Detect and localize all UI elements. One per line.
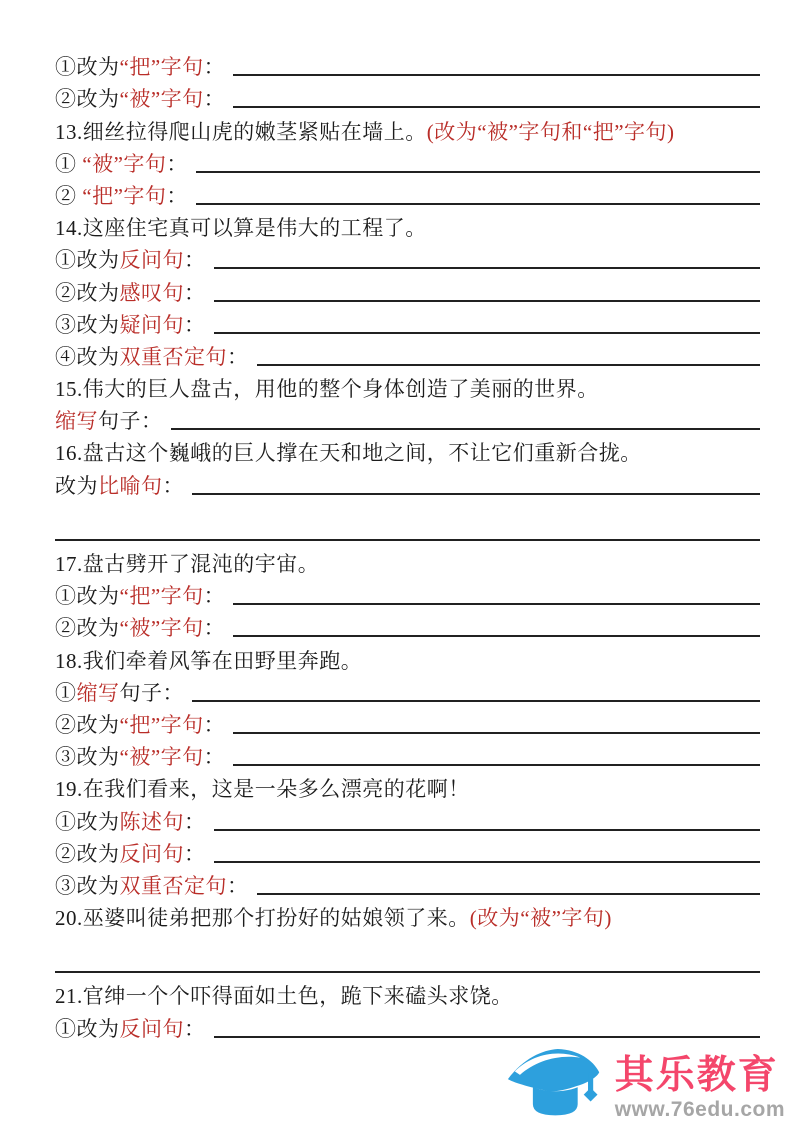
worksheet-row [55, 340, 760, 372]
answer-line [55, 539, 760, 541]
worksheet-row [55, 901, 760, 933]
highlight-text: 陈述句 [119, 809, 184, 834]
highlight-text: “被”字句 [119, 616, 204, 641]
answer-line [233, 732, 760, 734]
worksheet-row [55, 147, 760, 179]
highlight-text: 反问句 [119, 248, 184, 273]
label-text: ②改为 [55, 841, 120, 866]
worksheet-page [55, 50, 760, 1044]
highlight-text: 反问句 [119, 1016, 184, 1041]
label-text: ： [203, 55, 226, 80]
label-text: ①改为 [55, 809, 120, 834]
highlight-text: 疑问句 [119, 312, 184, 337]
row-label [55, 712, 226, 740]
worksheet-row [55, 50, 760, 82]
label-text: ： [203, 584, 226, 609]
answer-line [233, 603, 760, 605]
highlight-text: 比喻句 [98, 473, 163, 498]
label-text: 19.在我们看来，这是一朵多么漂亮的花啊！ [55, 777, 470, 802]
highlight-text: (改为“被”字句和“把”字句) [426, 119, 675, 144]
worksheet-row [55, 947, 760, 979]
highlight-text: “被”字句 [119, 87, 204, 112]
worksheet-row [55, 772, 760, 804]
label-text: ： [184, 841, 206, 866]
highlight-text: “把”字句 [119, 55, 204, 80]
row-label [55, 554, 319, 579]
answer-line [257, 893, 761, 895]
label-text: 17.盘古劈开了混沌的宇宙。 [55, 552, 320, 576]
highlight-text: “被”字句 [119, 745, 204, 770]
label-text: ： [203, 745, 226, 770]
worksheet-row [55, 804, 760, 836]
row-label [55, 151, 188, 179]
highlight-text: 缩写 [76, 680, 120, 705]
answer-line [233, 106, 760, 108]
label-text: 18.我们牵着风筝在田野里奔跑。 [55, 648, 363, 673]
row-label [55, 873, 249, 901]
answer-line [214, 861, 761, 863]
worksheet-rows [55, 50, 760, 1044]
label-text: ： [184, 280, 206, 305]
row-label [55, 473, 184, 501]
row-label [55, 586, 225, 611]
worksheet-row [55, 708, 760, 740]
label-text: 句子： [119, 680, 184, 705]
worksheet-row [55, 308, 760, 340]
row-label [55, 809, 206, 837]
row-label [55, 119, 675, 147]
row-label [55, 89, 225, 114]
row-label [55, 779, 470, 804]
highlight-text: 双重否定句 [119, 344, 227, 369]
label-text: 句子： [98, 409, 163, 434]
highlight-text: 缩写 [55, 409, 98, 434]
label-text: ②改为 [55, 87, 120, 112]
label-text: ③改为 [55, 745, 120, 770]
label-text: ①改为 [55, 55, 120, 80]
row-label [55, 218, 427, 243]
row-label [55, 183, 188, 211]
label-text: ③改为 [55, 873, 120, 898]
worksheet-row [55, 869, 760, 901]
answer-line [233, 635, 760, 637]
label-text: ： [184, 809, 206, 834]
worksheet-row [55, 275, 760, 307]
label-text: ①改为 [55, 248, 120, 273]
worksheet-row [55, 468, 760, 500]
worksheet-row [55, 82, 760, 114]
row-label [55, 411, 163, 436]
label-text: ： [184, 312, 206, 337]
worksheet-row [55, 837, 760, 869]
highlight-text: “把”字句 [82, 183, 167, 208]
row-label [55, 841, 206, 869]
row-label [55, 312, 206, 340]
row-label [55, 986, 513, 1011]
label-text: ②改为 [55, 616, 120, 641]
highlight-text: “把”字句 [119, 712, 204, 737]
worksheet-row [55, 372, 760, 404]
answer-line [214, 300, 761, 302]
label-text: ： [162, 473, 184, 498]
label-text: ： [203, 616, 226, 641]
worksheet-row [55, 611, 760, 643]
worksheet-row [55, 243, 760, 275]
brand-name: 其乐教育 [614, 1054, 779, 1098]
label-text: ： [227, 344, 249, 369]
label-text: ①改为 [55, 1016, 120, 1041]
highlight-text: 反问句 [119, 841, 184, 866]
row-label [55, 443, 642, 468]
highlight-text: “把”字句 [119, 584, 204, 609]
row-label [55, 680, 184, 708]
label-text: ： [184, 1016, 206, 1041]
answer-line [233, 764, 760, 766]
label-text: ②改为 [55, 712, 120, 737]
worksheet-row [55, 740, 760, 772]
row-label [55, 648, 363, 676]
answer-line [233, 74, 760, 76]
answer-line [196, 171, 760, 173]
label-text: 15.伟大的巨人盘古，用他的整个身体创造了美丽的世界。 [55, 377, 599, 402]
label-text: 13.细丝拉得爬山虎的嫩茎紧贴在墙上。 [55, 119, 427, 144]
brand-logo [501, 1038, 785, 1122]
answer-line [55, 971, 760, 973]
worksheet-row [55, 643, 760, 675]
graduation-cap-icon [501, 1038, 613, 1122]
answer-line [192, 700, 760, 702]
label-text: 16.盘古这个巍峨的巨人撑在天和地之间，不让它们重新合拢。 [55, 441, 642, 466]
label-text: ②改为 [55, 280, 120, 305]
label-text: 20.巫婆叫徒弟把那个打扮好的姑娘领了来。 [55, 906, 470, 931]
label-text: ③改为 [55, 312, 120, 337]
row-label [55, 747, 225, 772]
label-text: ① [55, 151, 83, 176]
worksheet-row [55, 404, 760, 436]
highlight-text: 感叹句 [119, 280, 184, 305]
row-label [55, 618, 225, 643]
label-text: ① [55, 680, 77, 705]
label-text: ② [55, 183, 83, 208]
answer-line [214, 829, 761, 831]
label-text: 21.官绅一个个吓得面如土色，跪下来磕头求饶。 [55, 984, 513, 1009]
worksheet-row [55, 179, 760, 211]
brand-url: www.76edu.com [614, 1098, 785, 1121]
row-label [55, 57, 225, 82]
row-label [55, 908, 612, 933]
row-label [55, 1016, 206, 1044]
answer-line [171, 428, 761, 430]
worksheet-row [55, 676, 760, 708]
worksheet-row [55, 515, 760, 547]
highlight-text: “被”字句 [82, 151, 167, 176]
row-label [55, 250, 206, 275]
worksheet-row [55, 979, 760, 1011]
highlight-text: (改为“被”字句) [469, 906, 612, 931]
worksheet-row [55, 547, 760, 579]
label-text: ： [227, 873, 249, 898]
answer-line [192, 493, 760, 495]
label-text: 14.这座住宅真可以算是伟大的工程了。 [55, 216, 427, 241]
label-text: ： [166, 183, 188, 208]
answer-line [196, 203, 760, 205]
label-text: ： [184, 248, 206, 273]
worksheet-row [55, 114, 760, 146]
label-text: ④改为 [55, 344, 120, 369]
answer-line [214, 267, 761, 269]
label-text: ： [166, 151, 188, 176]
worksheet-row [55, 211, 760, 243]
row-label [55, 344, 249, 372]
label-text: ①改为 [55, 584, 120, 609]
row-label [55, 379, 599, 404]
worksheet-row [55, 579, 760, 611]
label-text: ： [203, 712, 226, 737]
worksheet-row [55, 436, 760, 468]
highlight-text: 双重否定句 [119, 873, 227, 898]
label-text: 改为 [55, 473, 98, 498]
answer-line [214, 332, 761, 334]
row-label [55, 280, 206, 308]
answer-line [257, 364, 761, 366]
label-text: ： [203, 87, 226, 112]
logo-text-block [615, 1055, 785, 1122]
